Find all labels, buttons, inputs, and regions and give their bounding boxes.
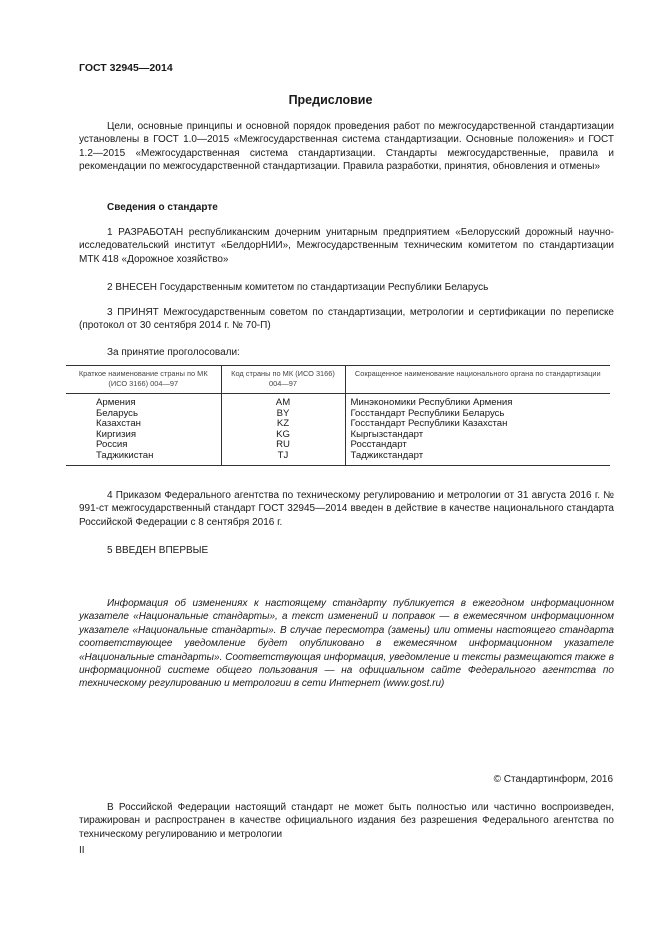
page-number: II — [79, 845, 85, 856]
item-1-text: 1 РАЗРАБОТАН республиканским дочерним унитарным предприятием «Белорусский дорожный научно-исследовательский институт «БелдорНИИ», Межгосударственным техническим комитетом по стандартизации МТК 418 «Дорожное хозяйство» — [79, 227, 614, 265]
body-cell: Минэкономики Республики Армения — [345, 394, 610, 409]
country-cell: Казахстан — [96, 418, 141, 430]
copyright-line: © Стандартинформ, 2016 — [493, 774, 613, 785]
voted-paragraph — [79, 346, 614, 359]
item-4-paragraph — [79, 489, 614, 529]
item-2-text: 2 ВНЕСЕН Государственным комитетом по стандартизации Республики Беларусь — [107, 282, 489, 293]
code-cell: AM — [221, 394, 345, 409]
changes-notice-text: Информация об изменениях к настоящему стандарту публикуется в ежегодном информационном указателе «Национальные стандарты», а текст изменений и поправок — в ежемесячном информационном указателе «Национальные стандарты». В случае пересмотра (замены) или отмены настоящего стандарта соответствующее уведомление будет опубликовано в ежемесячном информационном указателе «Национальные стандарты». Соответствующая информация, уведомление и тексты размещаются также в информационной системе общего пользования — на официальном сайте Федерального агентства по техническому регулированию и метрологии в сети Интернет (www.gost.ru) — [79, 598, 614, 690]
table-row — [66, 394, 610, 409]
item-3-paragraph — [79, 306, 614, 333]
table-row — [66, 419, 610, 430]
country-cell: Армения — [96, 397, 136, 408]
standard-info-heading: Сведения о стандарте — [107, 202, 218, 213]
changes-notice-paragraph — [79, 597, 614, 691]
country-cell: Россия — [96, 439, 128, 451]
code-cell: KZ — [221, 419, 345, 430]
foreword-intro-text: Цели, основные принципы и основной порядок проведения работ по межгосударственной стандартизации установлены в ГОСТ 1.0—2015 «Межгосударственная система стандартизации. Основные положения» и ГОСТ 1.2—2015 «Межгосударственная система стандартизации. Стандарты межгосударственные, правила и рекомендации по межгосударственной стандартизации. Правила разработки, принятия, обновления и отмены» — [79, 121, 614, 173]
code-cell: TJ — [221, 451, 345, 465]
country-cell: Беларусь — [96, 407, 138, 419]
table-row — [66, 430, 610, 441]
rights-text: В Российской Федерации настоящий стандарт не может быть полностью или частично воспроизведен, тиражирован и распространен в качестве официального издания без разрешения Федерального агентства по техническому регулированию и метрологии — [79, 802, 614, 840]
vote-table — [66, 365, 610, 466]
document-id-header: ГОСТ 32945—2014 — [79, 62, 173, 74]
vote-table-header-row — [66, 366, 610, 394]
body-cell: Кыргызстандарт — [345, 430, 610, 441]
code-cell: KG — [221, 430, 345, 441]
country-cell: Киргизия — [96, 428, 137, 440]
column-header-code: Код страны по МК (ИСО 3166) 004—97 — [221, 366, 345, 394]
item-4-text: 4 Приказом Федерального агентства по техническому регулированию и метрологии от 31 августа 2016 г. № 991-ст межгосударственный стандарт ГОСТ 32945—2014 введен в действие в качестве национального стандарта Российской Федерации с 8 сентября 2016 г. — [79, 490, 614, 528]
body-cell: Госстандарт Республики Казахстан — [345, 419, 610, 430]
foreword-intro-paragraph — [79, 120, 614, 174]
item-5-text: 5 ВВЕДЕН ВПЕРВЫЕ — [107, 545, 209, 556]
code-cell: BY — [221, 409, 345, 420]
table-row — [66, 451, 610, 465]
item-1-paragraph — [79, 226, 614, 266]
table-row — [66, 409, 610, 420]
item-3-text: 3 ПРИНЯТ Межгосударственным советом по стандартизации, метрологии и сертификации по переписке (протокол от 30 сентября 2014 г. № 70-П) — [79, 307, 614, 332]
body-cell: Госстандарт Республики Беларусь — [345, 409, 610, 420]
item-2-paragraph — [79, 281, 614, 294]
body-cell: Таджикстандарт — [345, 451, 610, 465]
rights-paragraph — [79, 801, 614, 841]
country-cell: Таджикистан — [66, 451, 221, 465]
foreword-title: Предисловие — [288, 93, 373, 107]
voted-label: За принятие проголосовали: — [107, 347, 240, 358]
column-header-country: Краткое наименование страны по МК (ИСО 3166) 004—97 — [66, 366, 221, 394]
body-cell: Росстандарт — [345, 440, 610, 451]
item-5-paragraph — [79, 544, 614, 557]
code-cell: RU — [221, 440, 345, 451]
column-header-body: Сокращенное наименование национального органа по стандартизации — [345, 366, 610, 394]
